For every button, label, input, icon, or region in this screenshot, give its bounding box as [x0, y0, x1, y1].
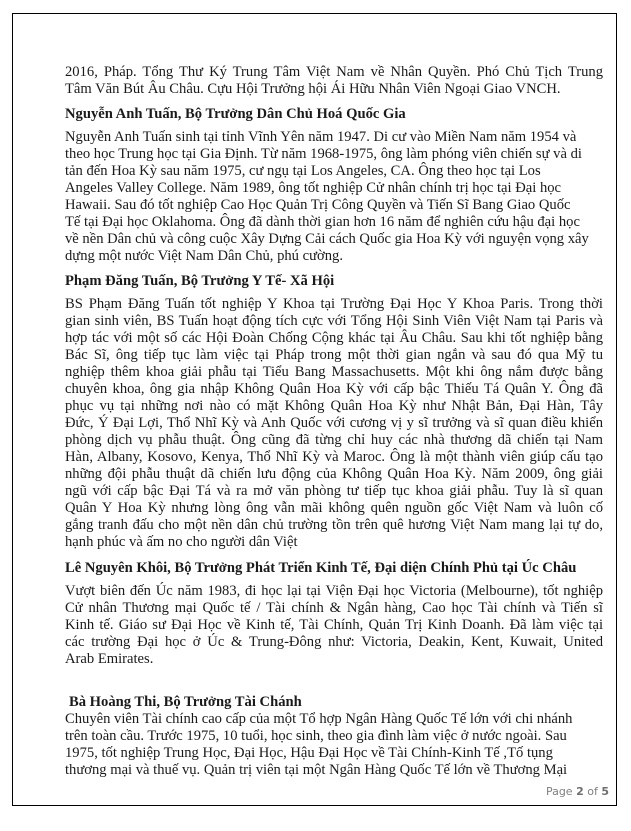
paragraph-line: Cử nhân Thương mại Quốc tế / Tài chính & Ngân hàng, Cao học Tài chính và Tiến sĩ	[65, 600, 603, 616]
paragraph-line: 1975, tốt nghiệp Trung Học, Đại Học, Hậu Đại Học về Tài Chính-Kinh Tế ,Tố tụng	[65, 745, 553, 761]
paragraph-line: Tế tại Đại học Oklahoma. Ông đã dành thời gian hơn 16 năm để nghiên cứu hậu đại học	[65, 214, 580, 230]
paragraph-line: tản đến Hoa Kỳ sau năm 1975, cư ngụ tại Los Angeles, CA. Ông theo học tại Los	[65, 163, 541, 179]
total-pages: 5	[601, 785, 609, 798]
paragraph-line: Arab Emirates.	[65, 651, 154, 667]
paragraph-line: ngũ với cấp bậc Đại Tá và ra mở văn phòng tư tiếp tục khoa giải phẫu. Tuy là sĩ quan	[65, 483, 603, 499]
paragraph-line: nghiệp thêm khoa giải phẫu tại Tiểu Bang Massachusetts. Một khi ông nắm được bằng	[65, 364, 603, 380]
paragraph-line: Angeles Valley College. Năm 1989, ông tốt nghiệp Cử nhân chính trị học tại Đại học	[65, 180, 562, 196]
paragraph-line: phục vụ tại những nơi nào có mặt Không Quân Hoa Kỳ như Nhật Bản, Đại Hàn, Tây	[65, 398, 603, 414]
paragraph-line: Hàn, Albany, Kosovo, Kenya, Thổ Nhĩ Kỳ và Maroc. Ông là một thành viên giúp cấu tạo	[65, 449, 603, 465]
page-number-footer	[546, 785, 609, 798]
paragraph-line: Hawaii. Sau đó tốt nghiệp Cao Học Quản Trị Công Quyền và Tiến Sĩ Bang Giao Quốc	[65, 197, 571, 213]
page-label: Page	[545, 785, 573, 798]
paragraph-line: Bác Sĩ, ông tiếp tục làm việc tại Pháp trong một thời gian ngắn và sau đó qua Mỹ tu	[65, 347, 603, 363]
paragraph-line: BS Phạm Đăng Tuấn tốt nghiệp Y Khoa tại Trường Đại Học Y Khoa Paris. Trong thời	[65, 296, 603, 312]
paragraph-line: phòng dịch vụ phẫu thuật. Ông cũng đã từng chỉ huy các nhà thương dã chiến tại Nam	[65, 432, 603, 448]
paragraph-line: Đức, Ý Đại Lợi, Thổ Nhĩ Kỳ và Anh Quốc với cương vị y sĩ trưởng và sĩ quan điều khiển	[65, 415, 603, 431]
paragraph-line: 2016, Pháp. Tổng Thư Ký Trung Tâm Việt Nam về Nhân Quyền. Phó Chủ Tịch Trung	[65, 64, 603, 80]
paragraph-line: hợp tác với một số các Hội Đoàn Chống Cộng khác tại Âu Châu. Sau khi tốt nghiệp bằng	[65, 330, 603, 346]
paragraph-line: Tâm Văn Bút Âu Châu. Cựu Hội Trưởng hội Ái Hữu Nhân Viên Ngoại Giao VNCH.	[65, 81, 561, 97]
paragraph-line: thương mại và thuế vụ. Quản trị viên tại một Ngân Hàng Quốc Tế lớn về Thương Mại	[65, 762, 568, 778]
section-heading: Bà Hoàng Thi, Bộ Trưởng Tài Chánh	[69, 694, 302, 710]
section-heading: Phạm Đăng Tuấn, Bộ Trưởng Y Tế- Xã Hội	[65, 273, 335, 289]
paragraph-line: Vượt biên đến Úc năm 1983, đi học lại tại Viện Đại học Victoria (Melbourne), tốt nghiệp	[65, 583, 603, 599]
paragraph-line: về nền Dân chủ và công cuộc Xây Dựng Cải cách Quốc gia Hoa Kỳ với nguyện vọng xây	[65, 231, 589, 247]
paragraph-line: Chuyên viên Tài chính cao cấp của một Tổ hợp Ngân Hàng Quốc Tế lớn với chi nhánh	[65, 711, 573, 727]
paragraph-line: gắng tranh đấu cho một nền dân chủ trường tồn trên quê hương Việt Nam mang lại tự do,	[65, 517, 603, 533]
paragraph-line: chuyên khoa, ông gia nhập Không Quân Hoa Kỳ với cấp bậc Thiếu Tá Quân Y. Ông đã	[65, 381, 603, 397]
current-page-number: 2	[576, 785, 584, 798]
paragraph-line: dựng một nước Việt Nam Dân Chủ, phú cường.	[65, 248, 343, 264]
section-heading: Nguyễn Anh Tuấn, Bộ Trưởng Dân Chủ Hoá Quốc Gia	[65, 106, 406, 122]
paragraph-line: gian sinh viên, BS Tuấn hoạt động tích cực với Tổng Hội Sinh Viên Việt Nam tại Paris và	[65, 313, 603, 329]
paragraph-line: trên toàn cầu. Trước 1975, 10 tuổi, học sinh, theo gia đình làm việc ở nước ngoài. Sau	[65, 728, 567, 744]
paragraph-line: Quân Y Hoa Kỳ nhưng lòng ông vẫn mãi không quên nguồn gốc Việt Nam và luôn cố	[65, 500, 603, 516]
section-heading: Lê Nguyên Khôi, Bộ Trưởng Phát Triển Kinh Tế, Đại diện Chính Phủ tại Úc Châu	[65, 560, 577, 576]
paragraph-line: Kinh tế. Giáo sư Đại Học về Kinh tế, Tài Chính, Quản Trị Kinh Doanh. Đã làm việc tại	[65, 617, 603, 633]
paragraph-line: hạnh phúc và ấm no cho người dân Việt	[65, 534, 298, 550]
paragraph-line: theo học Trung học tại Gia Định. Từ năm 1968-1975, ông làm phóng viên chiến sự và di	[65, 146, 582, 162]
paragraph-line: những đội phẫu thuật dã chiến lưu động của Không Quân Hoa Kỳ. Năm 2009, ông giải	[65, 466, 603, 482]
of-label: of	[587, 785, 598, 798]
paragraph-line: Nguyễn Anh Tuấn sinh tại tỉnh Vĩnh Yên năm 1947. Di cư vào Miền Nam năm 1954 và	[65, 129, 577, 145]
paragraph-line: các trường Đại học ở Úc & Trung-Đông như: Victoria, Deakin, Kent, Kuwait, United	[65, 634, 603, 650]
